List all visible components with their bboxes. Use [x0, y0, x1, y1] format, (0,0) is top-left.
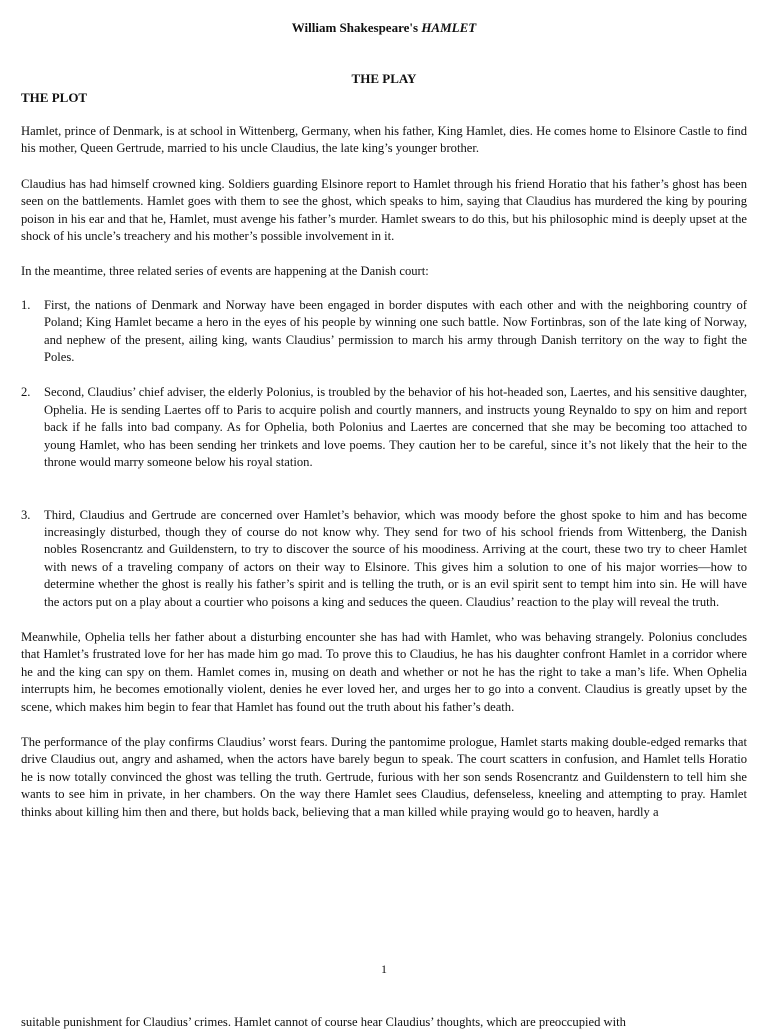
paragraph: In the meantime, three related series of events are happening at the Danish court:: [21, 264, 429, 279]
plot-heading: THE PLOT: [21, 90, 88, 105]
list-item-text: First, the nations of Denmark and Norway have been engaged in border disputes with each other and with the neighboring country of Poland; King Hamlet became a hero in the eyes of his people by winning one such battle. Now Fortinbras, son of the late king of Norway, and nephew of the present, ailing king, wants Claudius’ permission to march his army through Danish territory on the way to fight the Poles.: [44, 297, 747, 365]
document-body: [21, 123, 747, 839]
paragraph: Hamlet, prince of Denmark, is at school in Wittenberg, Germany, when his father, King Hamlet, dies. He comes home to Elsinore Castle to find his mother, Queen Gertrude, married to his uncle Claudius, the late king’s younger brother.: [21, 124, 747, 156]
list-item: [21, 507, 747, 611]
list-item: [21, 297, 747, 367]
header-play-title: HAMLET: [421, 20, 477, 35]
section-title: THE PLAY: [351, 71, 417, 86]
paragraph: The performance of the play confirms Claudius’ worst fears. During the pantomime prologue, Hamlet starts making double-edged remarks that drive Claudius out, angry and ashamed, when the actors have barely begun to speak. The court scatters in confusion, and Hamlet tells Horatio he is now totally convinced the ghost was telling the truth. Gertrude, furious with her son sends Rosencrantz and Guildenstern to tell him she wants to see him in private, in her chambers. On the way there Hamlet sees Claudius, defenseless, kneeling and attempting to pray. Hamlet thinks about killing him then and there, but holds back, believing that a man killed while praying would go to heaven, hardly a: [21, 734, 747, 819]
paragraph: Meanwhile, Ophelia tells her father about a disturbing encounter she has had with Hamlet, who was behaving strangely. Polonius concludes that Hamlet’s frustrated love for her has made him go mad. To prove this to Claudius, he has his daughter confront Hamlet in a corridor where he and the king can spy on them. Hamlet comes in, musing on death and whether or not he has the right to take a man’s life. When Ophelia interrupts him, he becomes emotionally violent, denies he ever loved her, and urges her to go into a convent. Claudius is greatly upset by the scene, which makes him begin to fear that Hamlet has found out the truth about his father’s death.: [21, 629, 747, 714]
list-item-number: 2.: [21, 385, 31, 400]
events-list: [21, 297, 747, 611]
list-item-number: 3.: [21, 507, 31, 522]
next-page-fragment: suitable punishment for Claudius’ crimes. Hamlet cannot of course hear Claudius’ thoughts, which are preoccupied with: [21, 1015, 626, 1029]
list-item-text: Second, Claudius’ chief adviser, the elderly Polonius, is troubled by the behavior of his hot-headed son, Laertes, and his sensitive daughter, Ophelia. He is sending Laertes off to Paris to acquire polish and courtly manners, and instructs young Reynaldo to spy on him and report back if he falls into bad company. As for Ophelia, both Polonius and Laertes are concerned that she may be becoming too attached to young Hamlet, who has been sending her trinkets and love poems. They caution her to be careful, since it’s not likely that the heir to the throne would marry someone below his royal station.: [44, 385, 747, 470]
header-prefix: William Shakespeare's: [291, 20, 422, 35]
paragraph: Claudius has had himself crowned king. Soldiers guarding Elsinore report to Hamlet through his friend Horatio that his father’s ghost has been seen on the battlements. Hamlet goes with them to see the ghost, which speaks to him, saying that Claudius has murdered the king by pouring poison in his ear and that he, Hamlet, must avenge his father’s murder. Hamlet swears to do this, but his philosophic mind is deeply upset at the shock of his uncle’s treachery and his mother’s possible involvement in it.: [21, 176, 747, 244]
list-item: [21, 384, 747, 471]
document-header: [0, 20, 768, 36]
page-number: 1: [381, 962, 387, 976]
list-item-number: 1.: [21, 297, 31, 312]
list-item-text: Third, Claudius and Gertrude are concerned over Hamlet’s behavior, which was moody before the ghost spoke to him and has become increasingly disturbed, though they of course do not know why. They send for two of his school friends from Wittenberg, the Danish nobles Rosencrantz and Guildenstern, to try to discover the source of his moodiness. Arriving at the court, these two try to cheer Hamlet with news of a traveling company of actors on their way to Elsinore. This gives him a solution to one of his major worries—how to determine whether the ghost is really his father’s spirit and is telling the truth, or is an evil spirit sent to tempt him into sin. He will have the actors put on a play about a courtier who poisons a king and seduces the queen. Claudius’ reaction to the play will reveal the truth.: [44, 507, 747, 609]
